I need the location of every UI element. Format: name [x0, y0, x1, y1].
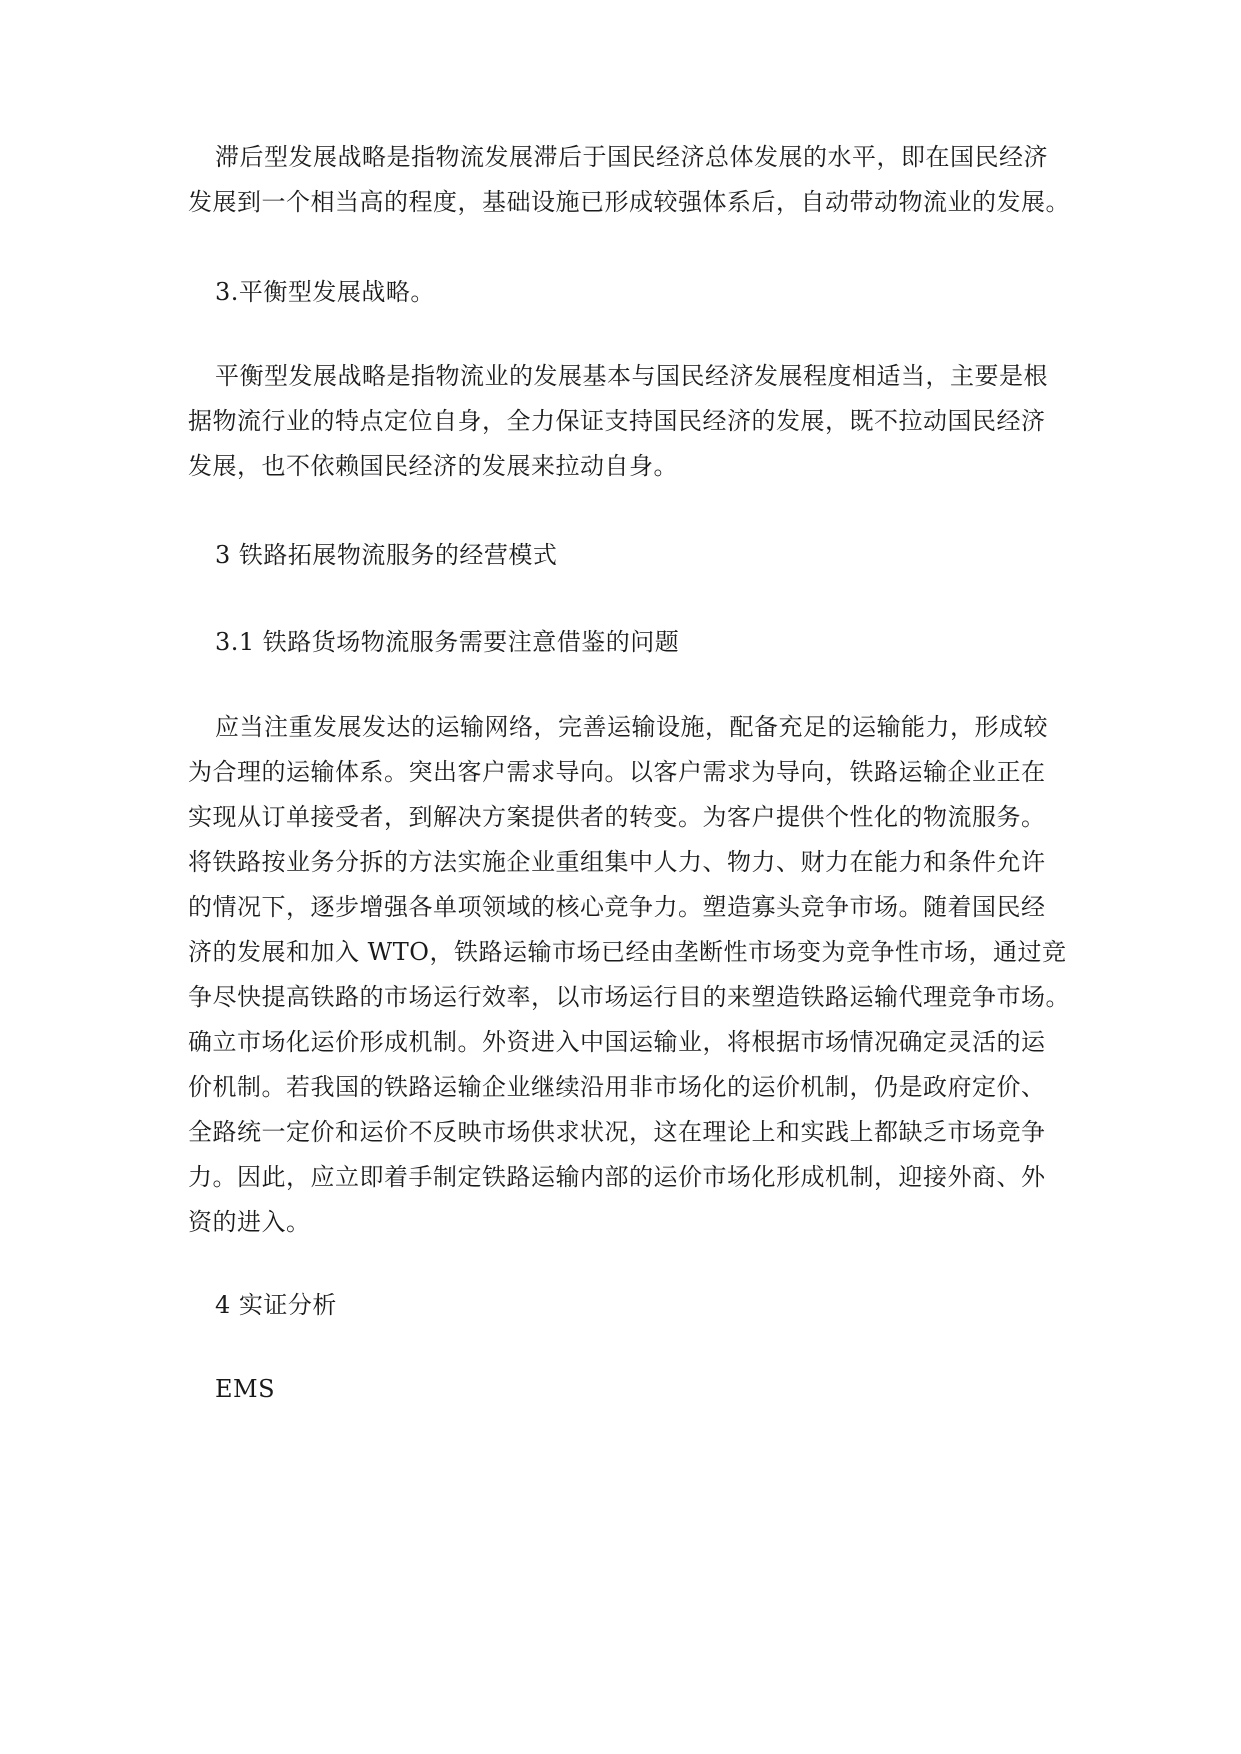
subsection-heading: 3.1 铁路货场物流服务需要注意借鉴的问题 [215, 628, 680, 656]
paragraph-line: 的情况下，逐步增强各单项领域的核心竞争力。塑造寡头竞争市场。随着国民经 [188, 893, 1046, 921]
section-heading: 3.平衡型发展战略。 [215, 278, 435, 306]
paragraph-line: 实现从订单接受者，到解决方案提供者的转变。为客户提供个性化的物流服务。 [188, 803, 1046, 831]
paragraph-line: 应当注重发展发达的运输网络，完善运输设施，配备充足的运输能力，形成较 [215, 713, 1048, 741]
paragraph-line: 发展到一个相当高的程度，基础设施已形成较强体系后，自动带动物流业的发展。 [188, 188, 1070, 216]
heading-ems [188, 1367, 1058, 1412]
paragraph-line: 力。因此，应立即着手制定铁路运输内部的运价市场化形成机制，迎接外商、外 [188, 1163, 1046, 1191]
paragraph-line: 为合理的运输体系。突出客户需求导向。以客户需求为导向，铁路运输企业正在 [188, 758, 1046, 786]
paragraph-line: 平衡型发展战略是指物流业的发展基本与国民经济发展程度相适当，主要是根 [215, 362, 1048, 390]
heading-empirical-analysis [188, 1283, 1058, 1328]
paragraph-freight-yard-issues [188, 705, 1070, 1245]
section-heading: 3 铁路拓展物流服务的经营模式 [215, 541, 558, 569]
paragraph-line: 发展，也不依赖国民经济的发展来拉动自身。 [188, 452, 678, 480]
paragraph-lagging-strategy [188, 135, 1070, 225]
paragraph-line: 据物流行业的特点定位自身，全力保证支持国民经济的发展，既不拉动国民经济 [188, 407, 1046, 435]
paragraph-line: 济的发展和加入 WTO，铁路运输市场已经由垄断性市场变为竞争性市场，通过竞 [188, 938, 1067, 966]
heading-freight-yard-issues [188, 620, 1058, 665]
paragraph-line: 将铁路按业务分拆的方法实施企业重组集中人力、物力、财力在能力和条件允许 [188, 848, 1046, 876]
paragraph-line: 价机制。若我国的铁路运输企业继续沿用非市场化的运价机制，仍是政府定价、 [188, 1073, 1046, 1101]
paragraph-line: 资的进入。 [188, 1208, 311, 1236]
section-heading: EMS [215, 1375, 276, 1403]
heading-balanced-strategy [188, 270, 1058, 315]
heading-railway-logistics-model [188, 533, 1058, 578]
paragraph-line: 全路统一定价和运价不反映市场供求状况，这在理论上和实践上都缺乏市场竞争 [188, 1118, 1046, 1146]
paragraph-line: 争尽快提高铁路的市场运行效率，以市场运行目的来塑造铁路运输代理竞争市场。 [188, 983, 1070, 1011]
paragraph-line: 滞后型发展战略是指物流发展滞后于国民经济总体发展的水平，即在国民经济 [215, 143, 1048, 171]
section-heading: 4 实证分析 [215, 1291, 337, 1319]
paragraph-balanced-strategy [188, 354, 1058, 489]
paragraph-line: 确立市场化运价形成机制。外资进入中国运输业，将根据市场情况确定灵活的运 [188, 1028, 1046, 1056]
